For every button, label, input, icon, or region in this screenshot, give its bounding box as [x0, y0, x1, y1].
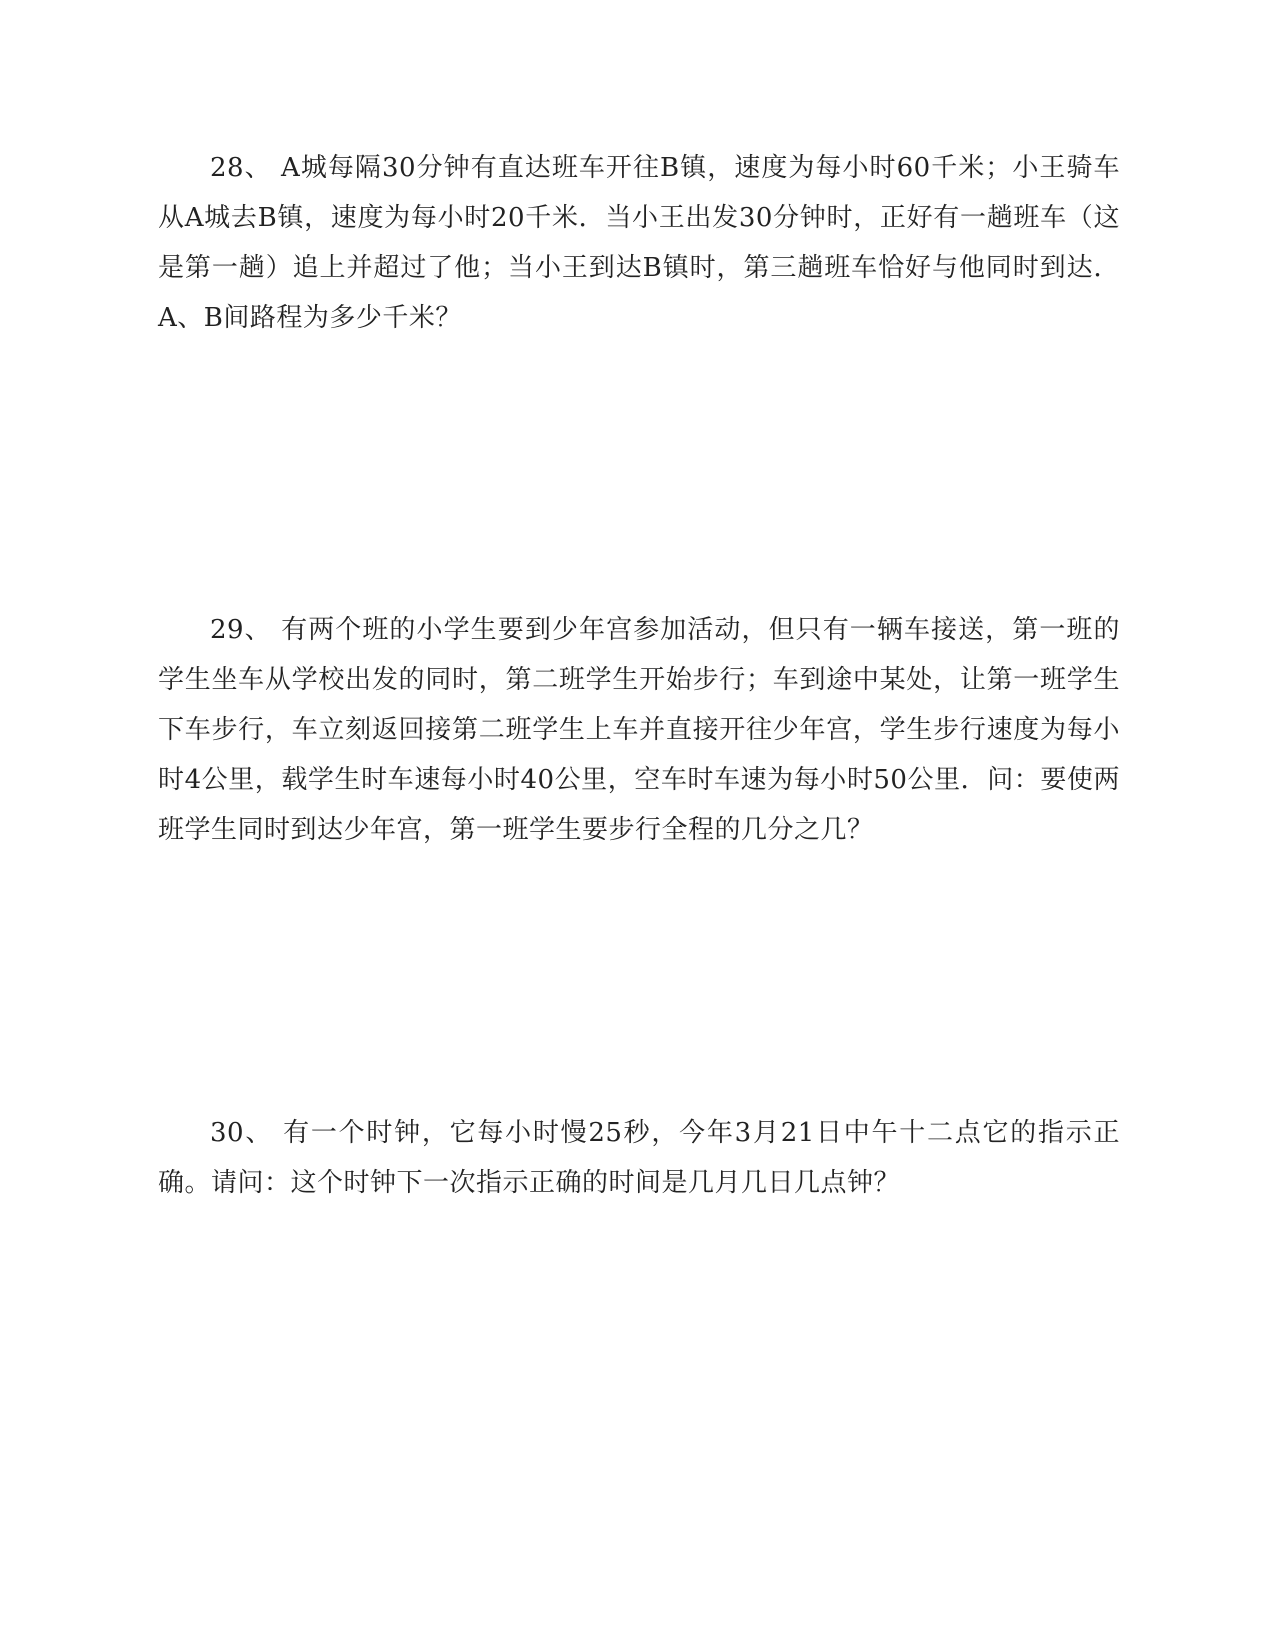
problem-30 [158, 1108, 1120, 1208]
problem-29 [158, 605, 1120, 855]
problem-28 [158, 143, 1120, 343]
problem-number: 29、 [210, 615, 272, 645]
problem-text: A城每隔30分钟有直达班车开往B镇，速度为每小时60千米；小王骑车从A城去B镇，速度为每小时20千米．当小王出发30分钟时，正好有一趟班车（这是第一趟）追上并超过了他；当小王到达B镇时，第三趟班车恰好与他同时到达．A、B间路程为多少千米？ [158, 153, 1120, 333]
problem-number: 30、 [210, 1118, 274, 1148]
problem-number: 28、 [210, 153, 272, 183]
problem-text: 有两个班的小学生要到少年宫参加活动，但只有一辆车接送，第一班的学生坐车从学校出发的同时，第二班学生开始步行；车到途中某处，让第一班学生下车步行，车立刻返回接第二班学生上车并直接开往少年宫，学生步行速度为每小时4公里，载学生时车速每小时40公里，空车时车速为每小时50公里．问：要使两班学生同时到达少年宫，第一班学生要步行全程的几分之几？ [158, 615, 1120, 845]
problem-text: 有一个时钟，它每小时慢25秒，今年3月21日中午十二点它的指示正确。请问：这个时钟下一次指示正确的时间是几月几日几点钟？ [158, 1118, 1120, 1198]
